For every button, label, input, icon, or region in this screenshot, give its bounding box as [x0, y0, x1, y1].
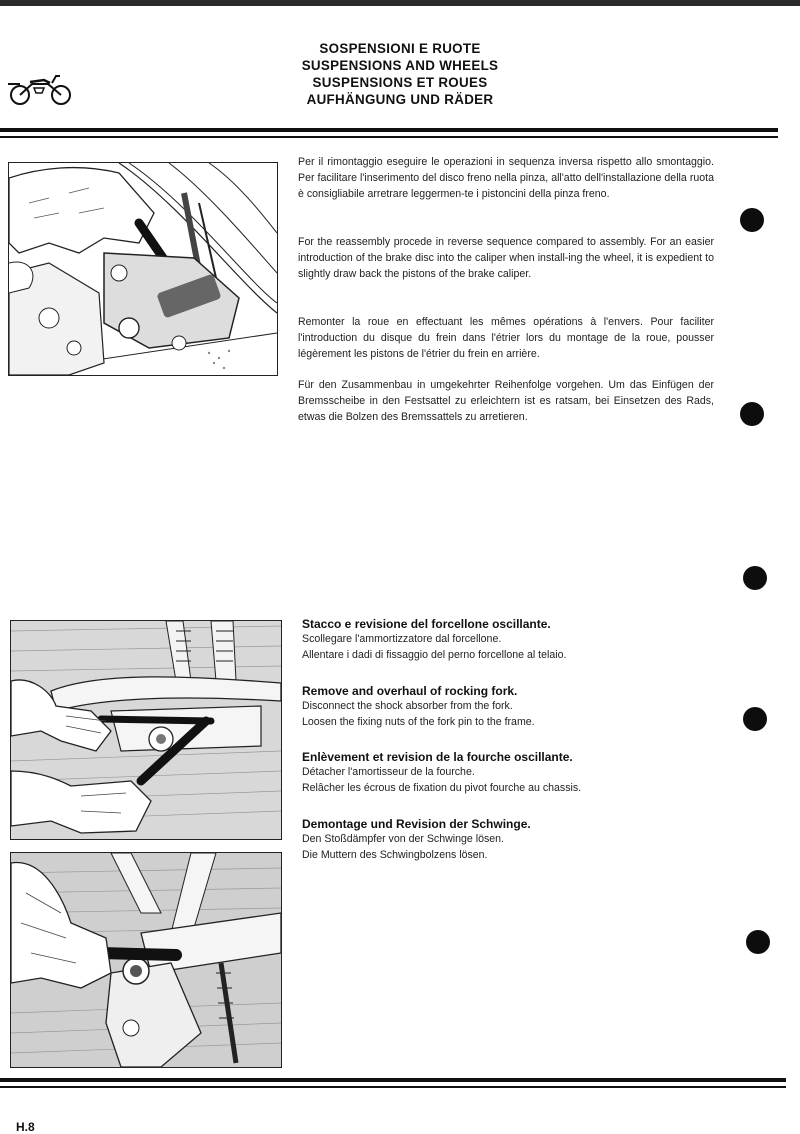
- fork-section-de: [302, 816, 702, 863]
- motorcycle-icon: [6, 70, 74, 108]
- reassembly-paragraph-en: For the reassembly procede in reverse sequence compared to assembly. For an easier introduction of the brake disc into the caliper when install-ing the wheel, it is expedient to slightly draw back the pistons of the brake caliper.: [298, 236, 714, 281]
- punch-hole-icon: [743, 566, 767, 590]
- punch-hole-icon: [746, 930, 770, 954]
- fork-section-line: Disconnect the shock absorber from the fork.: [302, 700, 513, 712]
- punch-hole-icon: [740, 208, 764, 232]
- page-top-edge: [0, 0, 800, 6]
- fork-section-en: [302, 683, 702, 730]
- fork-section-title: Stacco e revisione del forcellone oscillante.: [302, 617, 551, 631]
- punch-hole-icon: [740, 402, 764, 426]
- section-header: [230, 40, 570, 108]
- fork-section-line: Den Stoßdämpfer von der Schwinge lösen.: [302, 833, 504, 845]
- reassembly-paragraph-it: Per il rimontaggio eseguire le operazioni in sequenza inversa rispetto allo smontaggio. Per facilitare l'inserimento del disco freno nella pinza, all'atto dell'installazione della ruota è consigliabile arretrare leggermen-te i pistoncini della pinza freno.: [298, 156, 714, 201]
- footer-rule-thin: [0, 1086, 786, 1088]
- header-rule: [0, 128, 778, 132]
- rocking-fork-wrench-illustration: [10, 620, 282, 840]
- header-title-de: AUFHÄNGUNG UND RÄDER: [306, 92, 494, 107]
- punch-hole-icon: [743, 707, 767, 731]
- fork-section-line: Allentare i dadi di fissaggio del perno forcellone al telaio.: [302, 648, 567, 661]
- reassembly-paragraph-de: Für den Zusammenbau in umgekehrter Reihenfolge vorgehen. Um das Einfügen der Bremsscheibe in den Festsattel zu erleichtern ist es ratsam, bei Einsetzen des Rads, etwas die Bolzen des Bremssattels zu arretieren.: [298, 379, 714, 424]
- fork-section-title: Remove and overhaul of rocking fork.: [302, 684, 518, 698]
- fork-section-fr: [302, 749, 702, 796]
- brake-caliper-illustration: [8, 162, 278, 376]
- fork-section-line: Relâcher les écrous de fixation du pivot fourche au chassis.: [302, 781, 582, 794]
- reassembly-paragraph-fr: Remonter la roue en effectuant les mêmes opérations à l'envers. Pour faciliter l'introduction du disque du frein dans l'étrier lors du montage de la roue, pousser légèrement les pistons de l'étrier du frein en arrière.: [298, 316, 714, 361]
- fork-section-it: [302, 616, 702, 663]
- fork-section-line: Scollegare l'ammortizzatore dal forcellone.: [302, 633, 502, 645]
- footer-rule: [0, 1078, 786, 1082]
- header-title-en: SUSPENSIONS AND WHEELS: [301, 58, 499, 73]
- header-title-it: SOSPENSIONI E RUOTE: [319, 41, 481, 56]
- fork-section-title: Demontage und Revision der Schwinge.: [302, 817, 531, 831]
- fork-section-line: Die Muttern des Schwingbolzens lösen.: [302, 848, 488, 861]
- page-number: H.8: [16, 1120, 35, 1134]
- fork-section-line: Détacher l'amortisseur de la fourche.: [302, 766, 475, 778]
- fork-section-title: Enlèvement et revision de la fourche oscillante.: [302, 750, 573, 764]
- fork-section-line: Loosen the fixing nuts of the fork pin to the frame.: [302, 715, 535, 728]
- header-title-fr: SUSPENSIONS ET ROUES: [312, 75, 488, 90]
- fork-pin-wrench-illustration: [10, 852, 282, 1068]
- header-rule-thin: [0, 136, 778, 138]
